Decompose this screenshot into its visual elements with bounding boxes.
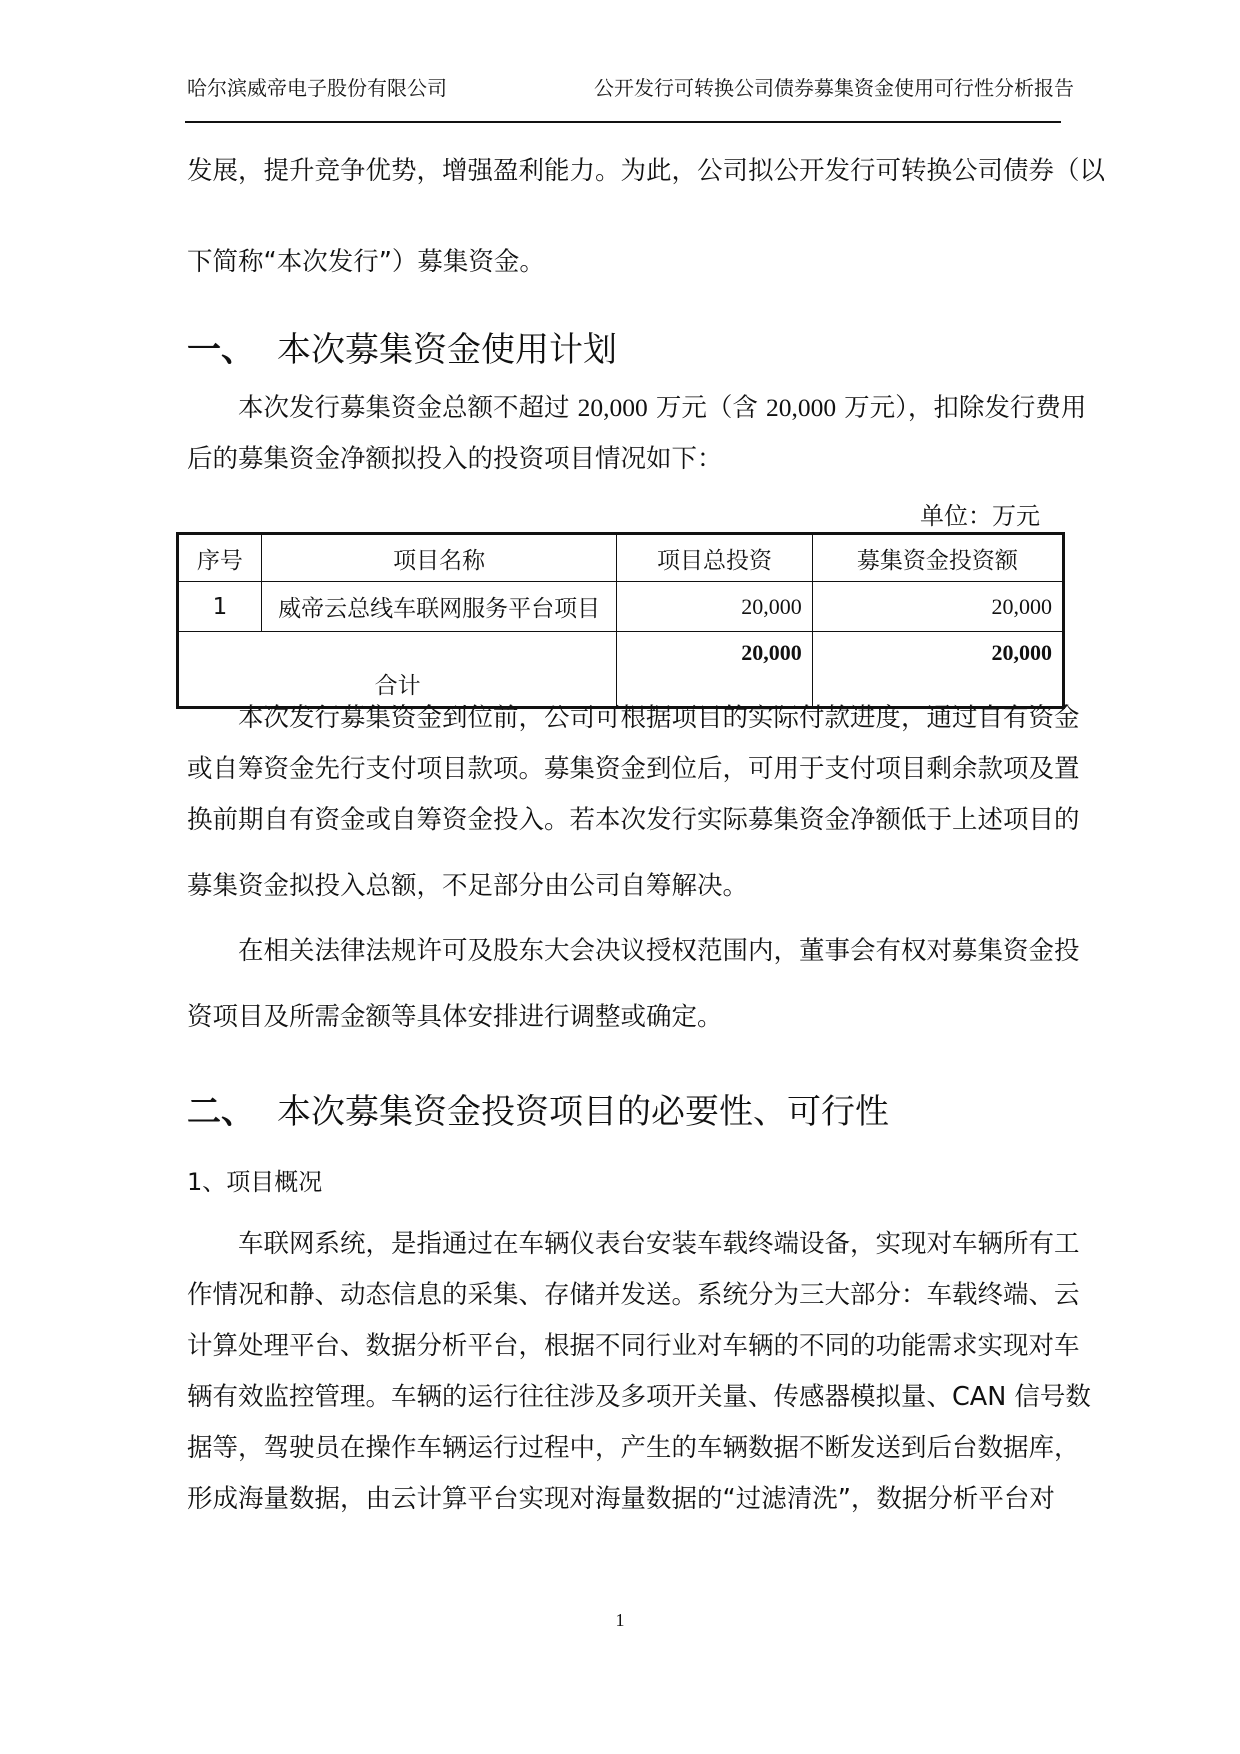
section-1-paragraph-1	[187, 382, 1087, 485]
intro-line-2: 下简称“本次发行”）募集资金。	[187, 247, 545, 277]
para-3-line: 在相关法律法规许可及股东大会决议授权范围内，董事会有权对募集资金投	[238, 936, 1080, 966]
section-1-number: 一、	[187, 330, 255, 370]
header-company: 哈尔滨威帝电子股份有限公司	[187, 76, 447, 100]
section-2-paragraph	[187, 1219, 1091, 1525]
para-2-line: 或自筹资金先行支付项目款项。募集资金到位后，可用于支付项目剩余款项及置	[187, 754, 1080, 784]
header-project-name: 项目名称	[261, 534, 617, 582]
section-1-para-1-line-2: 后的募集资金净额拟投入的投资项目情况如下：	[187, 444, 723, 474]
intro-paragraph	[187, 146, 1106, 288]
section-1-para-1-line-1	[187, 382, 1087, 434]
para-2-line: 本次发行募集资金到位前，公司可根据项目的实际付款进度，通过自有资金	[238, 703, 1080, 733]
section-2-para-line: 作情况和静、动态信息的采集、存储并发送。系统分为三大部分：车载终端、云	[187, 1280, 1080, 1310]
section-2-para-line: 辆有效监控管理。车辆的运行往往涉及多项开关量、传感器模拟量、CAN 信号数	[187, 1382, 1091, 1412]
intro-line-1: 发展，提升竞争优势，增强盈利能力。为此，公司拟公开发行可转换公司债券（以	[187, 156, 1106, 186]
table-row	[178, 582, 1064, 632]
para-text: 万元），扣除发行费用	[836, 393, 1087, 423]
investment-table	[176, 532, 1065, 709]
para-text: 本次发行募集资金总额不超过	[238, 393, 578, 423]
total-label: 合计	[178, 632, 617, 708]
header-raised-investment: 募集资金投资额	[812, 534, 1063, 582]
header-total-investment: 项目总投资	[617, 534, 812, 582]
section-2-para-line: 计算处理平台、数据分析平台，根据不同行业对车辆的不同的功能需求实现对车	[187, 1331, 1080, 1361]
row-total-investment: 20,000	[617, 582, 812, 632]
section-2-para-line: 据等，驾驶员在操作车辆运行过程中，产生的车辆数据不断发送到后台数据库，	[187, 1433, 1080, 1463]
row-raised-investment: 20,000	[812, 582, 1063, 632]
amount-2: 20,000	[765, 393, 837, 422]
para-2-line: 募集资金拟投入总额，不足部分由公司自筹解决。	[187, 871, 749, 901]
section-2-subheading: 1、项目概况	[187, 1168, 323, 1196]
section-2-number: 二、	[187, 1092, 255, 1132]
page-number: 1	[615, 1610, 625, 1630]
section-1-title: 本次募集资金使用计划	[277, 330, 617, 370]
para-3-line: 资项目及所需金额等具体安排进行调整或确定。	[187, 1002, 723, 1032]
header-report-title: 公开发行可转换公司债券募集资金使用可行性分析报告	[594, 76, 1074, 100]
section-1-paragraph-3	[187, 926, 1080, 1043]
table-header-row	[178, 534, 1064, 582]
total-investment: 20,000	[617, 632, 812, 708]
unit-label: 单位：万元	[920, 502, 1040, 530]
amount-1: 20,000	[577, 393, 648, 422]
header-divider	[185, 121, 1061, 123]
row-project-name: 威帝云总线车联网服务平台项目	[261, 582, 617, 632]
section-2-para-line: 车联网系统，是指通过在车辆仪表台安装车载终端设备，实现对车辆所有工	[238, 1229, 1080, 1259]
header-seq: 序号	[178, 534, 262, 582]
section-1-paragraph-2	[187, 693, 1080, 912]
section-2-title: 本次募集资金投资项目的必要性、可行性	[277, 1092, 889, 1132]
row-seq: 1	[178, 582, 262, 632]
para-text: 万元（含	[647, 393, 766, 423]
para-2-line: 换前期自有资金或自筹资金投入。若本次发行实际募集资金净额低于上述项目的	[187, 805, 1080, 835]
section-2-heading	[187, 1084, 889, 1133]
section-2-para-line: 形成海量数据，由云计算平台实现对海量数据的“过滤清洗”，数据分析平台对	[187, 1484, 1055, 1514]
section-1-heading	[187, 322, 617, 371]
total-raised-investment: 20,000	[812, 632, 1063, 708]
